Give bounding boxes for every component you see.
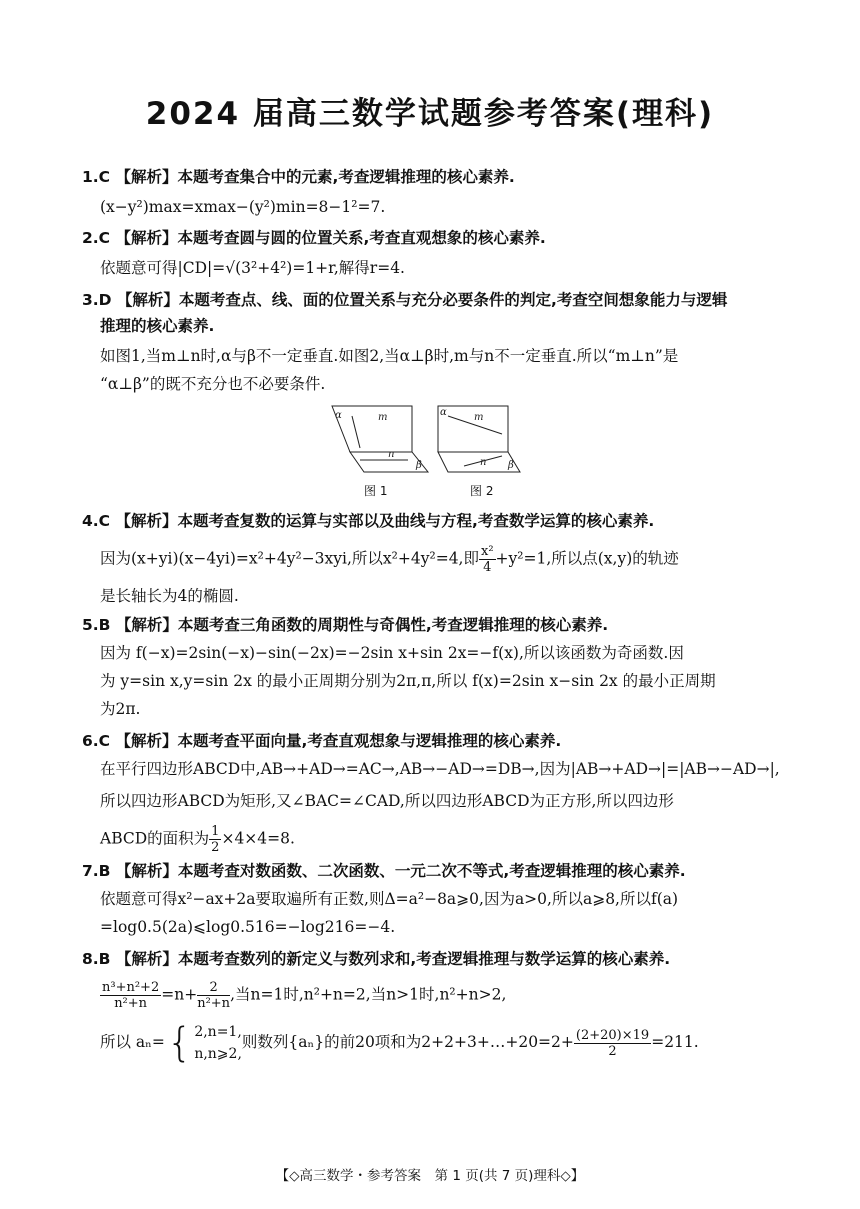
- answer-7-line-2: =log0.5(2a)⩽log0.516=−log216=−4.: [100, 918, 396, 936]
- fig1-n: n: [388, 449, 395, 460]
- answer-6-line-3b: ×4×4=8.: [221, 829, 295, 848]
- frac-numerator: x²: [480, 544, 494, 559]
- figure-2: [438, 406, 520, 472]
- case-1: 2,n=1,: [194, 1024, 242, 1040]
- answer-1-line: (x−y²)max=xmax−(y²)min=8−1²=7.: [100, 198, 386, 216]
- fig2-m: m: [474, 412, 484, 423]
- frac-denominator: n²+n: [114, 996, 148, 1011]
- case-2: n,n⩾2,: [194, 1046, 242, 1062]
- fig1-beta: β: [416, 460, 422, 471]
- fig2-alpha: α: [440, 407, 447, 418]
- answer-2-head: 2.C 【解析】本题考查圆与圆的位置关系,考查直观想象的核心素养.: [82, 229, 546, 247]
- answer-6-fraction: [209, 824, 221, 855]
- cases: [194, 1021, 242, 1065]
- answer-5-line-3: 为2π.: [100, 700, 141, 718]
- answer-2-line: 依题意可得|CD|=√(3²+4²)=1+r,解得r=4.: [100, 259, 405, 277]
- answer-8-line-2a: 所以 aₙ=: [100, 1033, 165, 1051]
- figure-1: [332, 406, 428, 472]
- answer-6-line-3a: ABCD的面积为: [100, 829, 210, 848]
- answer-4-line-1: [100, 544, 782, 575]
- answer-5-line-1: 因为 f(−x)=2sin(−x)−sin(−2x)=−2sin x+sin 2x=−f(x),所以该函数为奇函数.因: [100, 644, 684, 662]
- answer-8-fraction-3: [574, 1028, 651, 1059]
- answer-8-fraction-2: [197, 980, 230, 1011]
- answer-5-head: 5.B 【解析】本题考查三角函数的周期性与奇偶性,考查逻辑推理的核心素养.: [82, 616, 609, 634]
- answer-8-line-2: [100, 1021, 782, 1065]
- frac-numerator: 1: [211, 824, 220, 839]
- fig1-m: m: [378, 412, 388, 423]
- answer-5: [82, 614, 782, 720]
- answer-6: [82, 730, 782, 855]
- page-title: 2024 届高三数学试题参考答案(理科): [145, 96, 715, 132]
- frac-denominator: 4: [483, 560, 492, 575]
- answer-7-head: 7.B 【解析】本题考查对数函数、二次函数、一元二次不等式,考查逻辑推理的核心素养.: [82, 862, 686, 880]
- answer-1: [82, 166, 782, 218]
- frac-numerator: 2: [197, 980, 230, 996]
- frac-denominator: 2: [211, 840, 220, 855]
- page-footer: 【◇高三数学・参考答案 第 1 页(共 7 页)理科◇】: [275, 1168, 585, 1184]
- answer-6-line-3: [100, 824, 782, 855]
- figure-planes: [330, 404, 530, 494]
- answer-4-line-1b: +y²=1,所以点(x,y)的轨迹: [495, 549, 679, 568]
- answer-4-fraction: [479, 544, 496, 575]
- fig1-alpha: α: [335, 410, 342, 421]
- answer-8-line-2b: 则数列{aₙ}的前20项和为2+2+3+…+20=2+: [241, 1033, 574, 1051]
- answer-3-head-cont: 推理的核心素养.: [100, 317, 215, 335]
- answer-4-line-1a: 因为(x+yi)(x−4yi)=x²+4y²−3xyi,所以x²+4y²=4,即: [100, 549, 479, 568]
- fig2-n: n: [480, 457, 487, 468]
- answer-7: [82, 860, 782, 938]
- frac-numerator: n³+n²+2: [102, 980, 160, 995]
- answer-3-line-2: “α⊥β”的既不充分也不必要条件.: [100, 375, 326, 393]
- answer-8: [82, 948, 782, 1065]
- answer-5-line-2: 为 y=sin x,y=sin 2x 的最小正周期分别为2π,π,所以 f(x)=2sin x−sin 2x 的最小正周期: [100, 672, 716, 690]
- frac-numerator: (2+20)×19: [575, 1027, 650, 1043]
- figure-1-label: 图 1: [364, 484, 388, 498]
- frac-denominator: 2: [608, 1043, 617, 1059]
- answer-7-line-1: 依题意可得x²−ax+2a要取遍所有正数,则Δ=a²−8a⩾0,因为a>0,所以a⩾8,所以f(a): [100, 890, 679, 908]
- answer-4-line-2: 是长轴长为4的椭圆.: [100, 587, 239, 605]
- answer-8-head: 8.B 【解析】本题考查数列的新定义与数列求和,考查逻辑推理与数学运算的核心素养.: [82, 950, 671, 968]
- brace: {: [166, 1020, 193, 1066]
- answer-4-head: 4.C 【解析】本题考查复数的运算与实部以及曲线与方程,考查数学运算的核心素养.: [82, 512, 655, 530]
- answer-6-line-2: 所以四边形ABCD为矩形,又∠BAC=∠CAD,所以四边形ABCD为正方形,所以四边形: [100, 792, 674, 810]
- answer-3: [82, 289, 782, 395]
- figure-2-label: 图 2: [470, 484, 494, 498]
- answer-6-head: 6.C 【解析】本题考查平面向量,考查直观想象与逻辑推理的核心素养.: [82, 732, 562, 750]
- answer-6-line-1: 在平行四边形ABCD中,AB→+AD→=AC→,AB→−AD→=DB→,因为|AB→+AD→|=|AB→−AD→|,: [100, 760, 780, 778]
- answer-3-head: 3.D 【解析】本题考查点、线、面的位置关系与充分必要条件的判定,考查空间想象能力与逻辑: [82, 291, 728, 309]
- answer-2: [82, 227, 782, 279]
- answer-8-mid: =n+: [161, 985, 198, 1004]
- answer-8-fraction-1: [100, 980, 161, 1011]
- answer-4: [82, 510, 782, 607]
- answer-3-line-1: 如图1,当m⊥n时,α与β不一定垂直.如图2,当α⊥β时,m与n不一定垂直.所以“m⊥n”是: [100, 347, 679, 365]
- answer-1-head: 1.C 【解析】本题考查集合中的元素,考查逻辑推理的核心素养.: [82, 168, 515, 186]
- answer-8-line-2c: =211.: [651, 1033, 699, 1051]
- answer-8-tail: ,当n=1时,n²+n=2,当n>1时,n²+n>2,: [230, 985, 507, 1004]
- answer-8-line-1: [100, 980, 782, 1011]
- fig2-beta: β: [508, 460, 514, 471]
- frac-denominator: n²+n: [197, 996, 231, 1011]
- piecewise: [165, 1021, 242, 1065]
